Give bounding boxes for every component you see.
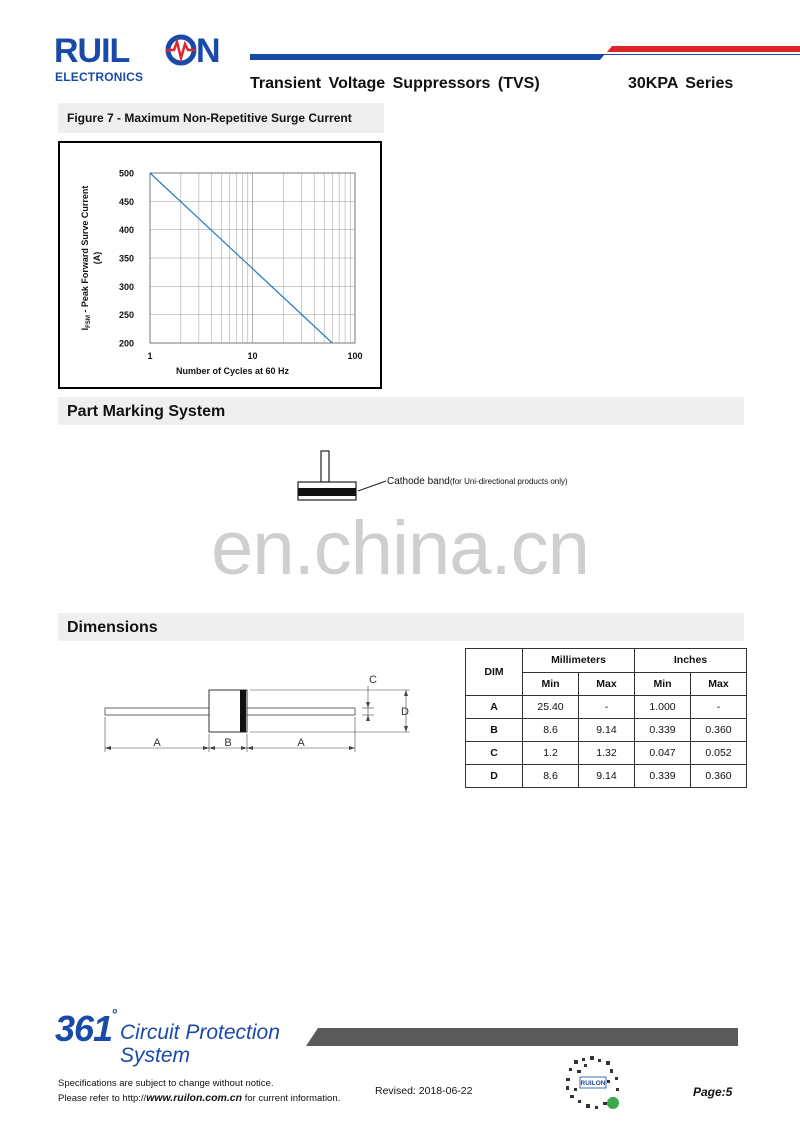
- footer-stripe: [306, 1028, 738, 1046]
- url-note: [58, 1092, 340, 1104]
- header-mm-max: Max: [579, 672, 635, 696]
- svg-text:RUIL: RUIL: [54, 32, 130, 66]
- header-in-min: Min: [635, 672, 691, 696]
- cathode-label-note: (for Uni-directional products only): [449, 477, 568, 486]
- brand-subtitle: ELECTRONICS: [55, 70, 144, 84]
- revision-date: Revised: 2018-06-22: [375, 1085, 473, 1097]
- y-axis-label: $I_{FSM}$ - Peak Forward Surve Current: [80, 185, 92, 331]
- qr-code: [560, 1050, 626, 1116]
- x-tick-label: 100: [347, 351, 363, 361]
- row-dim: D: [466, 765, 523, 788]
- figure-caption: Figure 7 - Maximum Non-Repetitive Surge Current: [67, 111, 352, 125]
- watermark: en.china.cn: [211, 506, 589, 591]
- cell-mm-min: 8.6: [523, 719, 579, 742]
- dim-label-c: C: [369, 674, 377, 686]
- document-title: Transient Voltage Suppressors (TVS): [250, 75, 540, 92]
- badge-line-2: System: [120, 1044, 191, 1067]
- table-row: [466, 765, 747, 788]
- table-row: [466, 742, 747, 765]
- table-row: [466, 719, 747, 742]
- header-millimeters: Millimeters: [523, 649, 635, 673]
- badge-degree: °: [112, 1006, 118, 1022]
- header-inches: Inches: [635, 649, 747, 673]
- badge-line-1: Circuit Protection: [120, 1021, 280, 1044]
- header-dim: DIM: [466, 649, 523, 696]
- dim-label-a-right: A: [297, 737, 305, 749]
- dim-label-d: D: [401, 706, 409, 718]
- cathode-band: [298, 488, 356, 496]
- lead-right: [247, 708, 355, 715]
- cell-mm-max: 1.32: [579, 742, 635, 765]
- y-tick-label: 300: [118, 281, 134, 292]
- cell-mm-min: 25.40: [523, 696, 579, 719]
- cell-in-max: 0.052: [691, 742, 747, 765]
- band: [240, 690, 246, 732]
- lead-left: [105, 708, 209, 715]
- y-axis-unit: (A): [92, 251, 102, 265]
- document-series: 30KPA Series: [628, 75, 734, 92]
- badge-number: 361: [55, 1008, 113, 1049]
- cell-in-min: 0.047: [635, 742, 691, 765]
- row-dim: B: [466, 719, 523, 742]
- cathode-leader: [358, 481, 386, 491]
- section-bar-dimensions: [58, 613, 744, 641]
- brand-logo: [54, 32, 234, 66]
- spec-note: Specifications are subject to change without notice.: [58, 1078, 274, 1089]
- table-row: [466, 696, 747, 719]
- cell-in-max: -: [691, 696, 747, 719]
- cathode-label: [387, 476, 568, 487]
- y-tick-label: 200: [118, 338, 134, 349]
- y-tick-label: 400: [118, 225, 134, 236]
- chart-frame: [58, 141, 382, 389]
- x-tick-label: 10: [247, 351, 258, 361]
- cell-in-max: 0.360: [691, 765, 747, 788]
- url-prefix: Please refer to http://: [58, 1093, 147, 1104]
- dim-label-a-left: A: [153, 737, 161, 749]
- cell-in-min: 0.339: [635, 719, 691, 742]
- row-dim: A: [466, 696, 523, 719]
- y-tick-label: 450: [118, 196, 134, 207]
- x-axis-label: Number of Cycles at 60 Hz: [175, 366, 290, 376]
- header-in-max: Max: [691, 672, 747, 696]
- cell-in-min: 1.000: [635, 696, 691, 719]
- page-number: Page:5: [693, 1085, 733, 1099]
- lead-wire: [321, 451, 329, 482]
- cathode-label-text: Cathode band: [387, 476, 450, 487]
- dim-label-b: B: [224, 737, 232, 749]
- x-tick-label: 1: [147, 351, 153, 361]
- svg-text:N: N: [196, 32, 221, 66]
- y-tick-label: 350: [118, 253, 134, 264]
- cell-mm-min: 8.6: [523, 765, 579, 788]
- url-suffix: for current information.: [242, 1093, 341, 1104]
- table-header-row: [466, 649, 747, 673]
- y-tick-label: 500: [118, 168, 134, 179]
- cell-in-max: 0.360: [691, 719, 747, 742]
- row-dim: C: [466, 742, 523, 765]
- section-title-marking: Part Marking System: [67, 403, 226, 420]
- website-link[interactable]: www.ruilon.com.cn: [146, 1092, 243, 1104]
- qr-logo-text: RUILON: [580, 1080, 606, 1087]
- dimension-drawing: [100, 670, 420, 760]
- y-tick-label: 250: [118, 310, 134, 321]
- section-title-dimensions: Dimensions: [67, 619, 158, 636]
- cell-mm-max: 9.14: [579, 719, 635, 742]
- dimension-table: [465, 648, 747, 788]
- cell-mm-min: 1.2: [523, 742, 579, 765]
- cell-in-min: 0.339: [635, 765, 691, 788]
- cell-mm-max: -: [579, 696, 635, 719]
- cell-mm-max: 9.14: [579, 765, 635, 788]
- header-mm-min: Min: [523, 672, 579, 696]
- marking-diagram: [290, 448, 390, 508]
- header-stripe: [250, 46, 800, 60]
